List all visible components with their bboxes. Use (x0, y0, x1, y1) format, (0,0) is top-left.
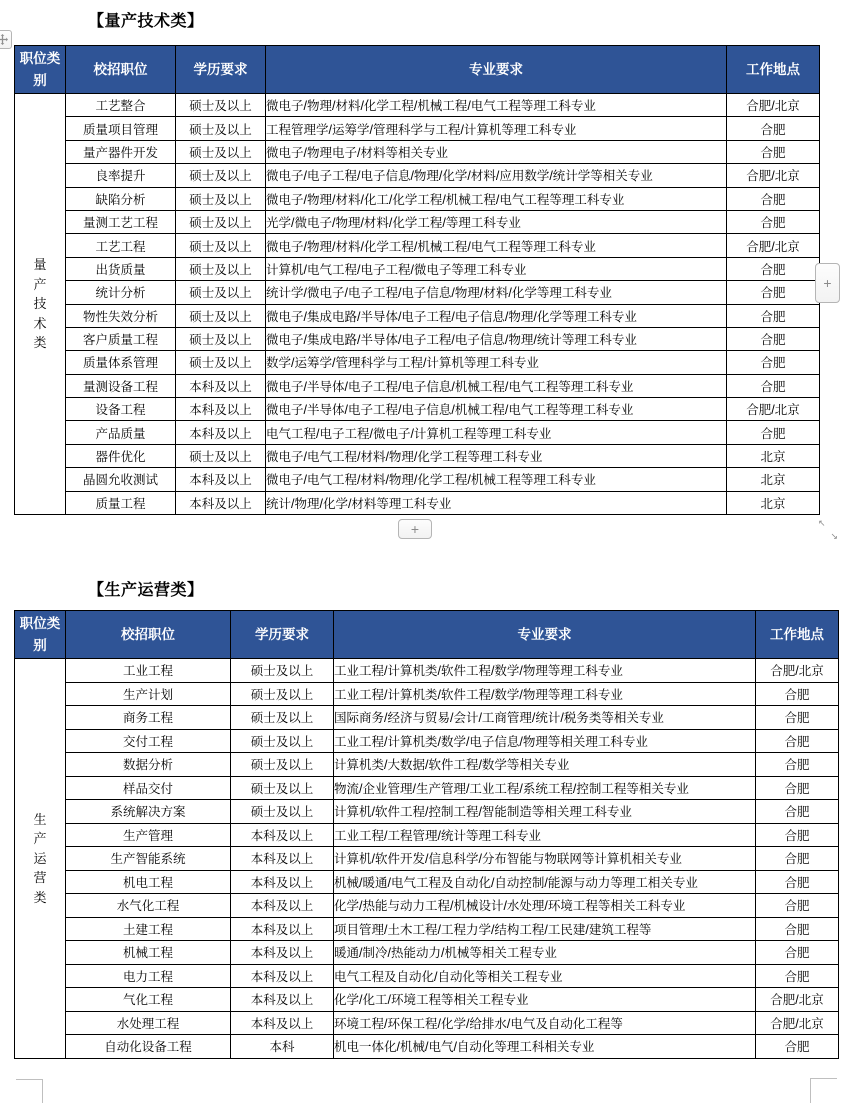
location-cell: 合肥/北京 (756, 1011, 839, 1035)
location-cell: 合肥 (756, 682, 839, 706)
major-cell: 光学/微电子/物理/材料/化学工程/等理工科专业 (266, 210, 727, 233)
table-move-handle[interactable] (0, 30, 12, 49)
education-cell: 硕士及以上 (176, 257, 266, 280)
major-cell: 微电子/集成电路/半导体/电子工程/电子信息/物理/化学等理工科专业 (266, 304, 727, 327)
table-row (15, 374, 820, 397)
position-cell: 工业工程 (66, 659, 231, 683)
education-cell: 本科及以上 (231, 964, 334, 988)
arrow-up-left-icon: ↖ (818, 518, 826, 528)
page-corner-mark-left (16, 1079, 43, 1103)
location-cell: 合肥 (756, 729, 839, 753)
major-cell: 微电子/物理/材料/化工/化学工程/机械工程/电气工程等理工科专业 (266, 187, 727, 210)
position-cell: 土建工程 (66, 917, 231, 941)
location-cell: 合肥 (727, 117, 820, 140)
location-cell: 合肥/北京 (727, 234, 820, 257)
education-cell: 硕士及以上 (176, 164, 266, 187)
location-cell: 合肥 (756, 800, 839, 824)
table-row (15, 94, 820, 117)
table-row (15, 491, 820, 514)
major-cell: 物流/企业管理/生产管理/工业工程/系统工程/控制工程等相关专业 (334, 776, 756, 800)
table-row (15, 187, 820, 210)
position-cell: 晶圆允收测试 (66, 468, 176, 491)
major-cell: 微电子/物理电子/材料等相关专业 (266, 140, 727, 163)
major-cell: 微电子/电子工程/电子信息/物理/化学/材料/应用数学/统计学等相关专业 (266, 164, 727, 187)
table-row (15, 210, 820, 233)
education-cell: 硕士及以上 (231, 800, 334, 824)
major-cell: 工业工程/计算机类/软件工程/数学/物理等理工科专业 (334, 659, 756, 683)
location-cell: 合肥 (756, 706, 839, 730)
major-cell: 微电子/物理/材料/化学工程/机械工程/电气工程等理工科专业 (266, 234, 727, 257)
position-cell: 水处理工程 (66, 1011, 231, 1035)
position-cell: 生产管理 (66, 823, 231, 847)
education-cell: 硕士及以上 (176, 281, 266, 304)
category-vertical-label: 量产技术类 (33, 257, 47, 351)
position-cell: 数据分析 (66, 753, 231, 777)
table-row (15, 327, 820, 350)
position-cell: 电力工程 (66, 964, 231, 988)
major-cell: 化学/化工/环境工程等相关工程专业 (334, 988, 756, 1012)
position-cell: 量测工艺工程 (66, 210, 176, 233)
table-row (15, 1035, 839, 1059)
position-cell: 器件优化 (66, 444, 176, 467)
position-cell: 自动化设备工程 (66, 1035, 231, 1059)
location-cell: 合肥 (756, 847, 839, 871)
major-cell: 工业工程/计算机类/数学/电子信息/物理等相关理工科专业 (334, 729, 756, 753)
major-cell: 项目管理/土木工程/工程力学/结构工程/工民建/建筑工程等 (334, 917, 756, 941)
education-cell: 硕士及以上 (176, 140, 266, 163)
major-cell: 统计学/微电子/电子工程/电子信息/物理/材料/化学等理工科专业 (266, 281, 727, 304)
location-cell: 合肥 (756, 964, 839, 988)
column-header-category: 职位类别 (15, 46, 66, 94)
major-cell: 计算机/电气工程/电子工程/微电子等理工科专业 (266, 257, 727, 280)
position-cell: 交付工程 (66, 729, 231, 753)
move-cross-icon (0, 34, 8, 45)
major-cell: 微电子/半导体/电子工程/电子信息/机械工程/电气工程等理工科专业 (266, 374, 727, 397)
education-cell: 本科及以上 (176, 421, 266, 444)
table-row (15, 468, 820, 491)
location-cell: 合肥 (727, 421, 820, 444)
location-cell: 北京 (727, 444, 820, 467)
table-row (15, 444, 820, 467)
education-cell: 硕士及以上 (176, 210, 266, 233)
education-cell: 硕士及以上 (176, 444, 266, 467)
table-production-operations (14, 610, 839, 1059)
table-row (15, 257, 820, 280)
major-cell: 机械/暖通/电气工程及自动化/自动控制/能源与动力等理工相关专业 (334, 870, 756, 894)
location-cell: 合肥/北京 (727, 94, 820, 117)
major-cell: 数学/运筹学/管理科学与工程/计算机等理工科专业 (266, 351, 727, 374)
column-header-major: 专业要求 (266, 46, 727, 94)
position-cell: 良率提升 (66, 164, 176, 187)
position-cell: 产品质量 (66, 421, 176, 444)
table-row (15, 823, 839, 847)
location-cell: 合肥 (756, 1035, 839, 1059)
major-cell: 统计/物理/化学/材料等理工科专业 (266, 491, 727, 514)
location-cell: 合肥 (727, 281, 820, 304)
education-cell: 本科及以上 (231, 917, 334, 941)
location-cell: 合肥/北京 (756, 988, 839, 1012)
position-cell: 工艺工程 (66, 234, 176, 257)
column-header-position: 校招职位 (66, 46, 176, 94)
education-cell: 本科及以上 (176, 468, 266, 491)
education-cell: 硕士及以上 (231, 729, 334, 753)
table-row (15, 164, 820, 187)
page-corner-mark-right (810, 1078, 837, 1103)
education-cell: 硕士及以上 (176, 234, 266, 257)
table-row (15, 234, 820, 257)
category-cell (15, 94, 66, 515)
position-cell: 质量体系管理 (66, 351, 176, 374)
position-cell: 气化工程 (66, 988, 231, 1012)
major-cell: 计算机/软件工程/控制工程/智能制造等相关理工科专业 (334, 800, 756, 824)
position-cell: 机械工程 (66, 941, 231, 965)
location-cell: 合肥 (727, 210, 820, 233)
table-row (15, 988, 839, 1012)
education-cell: 硕士及以上 (176, 304, 266, 327)
category-cell (15, 659, 66, 1059)
table-row (15, 351, 820, 374)
education-cell: 本科及以上 (231, 941, 334, 965)
position-cell: 质量项目管理 (66, 117, 176, 140)
location-cell: 合肥 (727, 257, 820, 280)
table-row (15, 729, 839, 753)
insert-column-button[interactable]: + (815, 263, 840, 303)
table-mass-production-tech (14, 45, 820, 515)
table-row (15, 682, 839, 706)
major-cell: 工程管理学/运筹学/管理科学与工程/计算机等理工科专业 (266, 117, 727, 140)
location-cell: 合肥 (727, 187, 820, 210)
location-cell: 合肥 (756, 823, 839, 847)
location-cell: 合肥 (727, 140, 820, 163)
major-cell: 微电子/半导体/电子工程/电子信息/机械工程/电气工程等理工科专业 (266, 398, 727, 421)
location-cell: 合肥 (756, 776, 839, 800)
column-header-major: 专业要求 (334, 611, 756, 659)
position-cell: 系统解决方案 (66, 800, 231, 824)
major-cell: 微电子/物理/材料/化学工程/机械工程/电气工程等理工科专业 (266, 94, 727, 117)
major-cell: 计算机/软件开发/信息科学/分布智能与物联网等计算机相关专业 (334, 847, 756, 871)
table-row (15, 706, 839, 730)
major-cell: 国际商务/经济与贸易/会计/工商管理/统计/税务类等相关专业 (334, 706, 756, 730)
column-header-category: 职位类别 (15, 611, 66, 659)
major-cell: 电气工程及自动化/自动化等相关工程专业 (334, 964, 756, 988)
major-cell: 工业工程/工程管理/统计等理工科专业 (334, 823, 756, 847)
position-cell: 设备工程 (66, 398, 176, 421)
education-cell: 硕士及以上 (176, 187, 266, 210)
major-cell: 微电子/电气工程/材料/物理/化学工程等理工科专业 (266, 444, 727, 467)
position-cell: 客户质量工程 (66, 327, 176, 350)
position-cell: 商务工程 (66, 706, 231, 730)
table-row (15, 421, 820, 444)
table-row (15, 140, 820, 163)
location-cell: 合肥 (756, 941, 839, 965)
position-cell: 生产智能系统 (66, 847, 231, 871)
location-cell: 合肥 (756, 870, 839, 894)
education-cell: 本科及以上 (231, 988, 334, 1012)
table-row (15, 659, 839, 683)
location-cell: 合肥 (727, 351, 820, 374)
table-row (15, 894, 839, 918)
section-title-mass-production-tech: 【量产技术类】 (88, 13, 204, 30)
education-cell: 本科 (231, 1035, 334, 1059)
education-cell: 本科及以上 (176, 398, 266, 421)
column-header-education: 学历要求 (176, 46, 266, 94)
table-row (15, 964, 839, 988)
table-row (15, 800, 839, 824)
table-row (15, 281, 820, 304)
header-row (15, 611, 839, 659)
table-row (15, 917, 839, 941)
position-cell: 质量工程 (66, 491, 176, 514)
position-cell: 缺陷分析 (66, 187, 176, 210)
major-cell: 化学/热能与动力工程/机械设计/水处理/环境工程等相关工科专业 (334, 894, 756, 918)
position-cell: 水气化工程 (66, 894, 231, 918)
education-cell: 本科及以上 (231, 870, 334, 894)
education-cell: 本科及以上 (176, 491, 266, 514)
position-cell: 生产计划 (66, 682, 231, 706)
major-cell: 微电子/电气工程/材料/物理/化学工程/机械工程等理工科专业 (266, 468, 727, 491)
position-cell: 统计分析 (66, 281, 176, 304)
table-row (15, 847, 839, 871)
table-row (15, 870, 839, 894)
header-row (15, 46, 820, 94)
location-cell: 北京 (727, 468, 820, 491)
education-cell: 硕士及以上 (231, 682, 334, 706)
table-row (15, 117, 820, 140)
position-cell: 量产器件开发 (66, 140, 176, 163)
education-cell: 硕士及以上 (231, 706, 334, 730)
table-row (15, 753, 839, 777)
table-row (15, 398, 820, 421)
education-cell: 本科及以上 (231, 1011, 334, 1035)
category-vertical-label: 生产运营类 (33, 811, 47, 905)
table-row (15, 941, 839, 965)
education-cell: 本科及以上 (231, 894, 334, 918)
location-cell: 合肥 (727, 327, 820, 350)
education-cell: 硕士及以上 (176, 327, 266, 350)
resize-table-handle[interactable] (818, 519, 838, 541)
location-cell: 合肥 (756, 753, 839, 777)
position-cell: 出货质量 (66, 257, 176, 280)
location-cell: 合肥 (756, 894, 839, 918)
education-cell: 硕士及以上 (231, 776, 334, 800)
table-row (15, 1011, 839, 1035)
location-cell: 合肥/北京 (727, 164, 820, 187)
section-title-production-operations: 【生产运营类】 (88, 582, 204, 599)
location-cell: 合肥 (756, 917, 839, 941)
column-header-position: 校招职位 (66, 611, 231, 659)
major-cell: 环境工程/环保工程/化学/给排水/电气及自动化工程等 (334, 1011, 756, 1035)
education-cell: 硕士及以上 (176, 117, 266, 140)
position-cell: 物性失效分析 (66, 304, 176, 327)
education-cell: 本科及以上 (176, 374, 266, 397)
education-cell: 本科及以上 (231, 847, 334, 871)
major-cell: 电气工程/电子工程/微电子/计算机工程等理工科专业 (266, 421, 727, 444)
major-cell: 微电子/集成电路/半导体/电子工程/电子信息/物理/统计等理工科专业 (266, 327, 727, 350)
table-row (15, 776, 839, 800)
location-cell: 合肥/北京 (727, 398, 820, 421)
major-cell: 计算机类/大数据/软件工程/数学等相关专业 (334, 753, 756, 777)
education-cell: 硕士及以上 (231, 659, 334, 683)
column-header-education: 学历要求 (231, 611, 334, 659)
location-cell: 合肥/北京 (756, 659, 839, 683)
position-cell: 工艺整合 (66, 94, 176, 117)
education-cell: 硕士及以上 (176, 94, 266, 117)
location-cell: 北京 (727, 491, 820, 514)
education-cell: 硕士及以上 (231, 753, 334, 777)
table-row (15, 304, 820, 327)
position-cell: 样品交付 (66, 776, 231, 800)
column-header-location: 工作地点 (756, 611, 839, 659)
position-cell: 量测设备工程 (66, 374, 176, 397)
column-header-location: 工作地点 (727, 46, 820, 94)
major-cell: 暖通/制冷/热能动力/机械等相关工程专业 (334, 941, 756, 965)
arrow-down-right-icon: ↘ (830, 531, 838, 541)
position-cell: 机电工程 (66, 870, 231, 894)
location-cell: 合肥 (727, 374, 820, 397)
location-cell: 合肥 (727, 304, 820, 327)
insert-row-button[interactable]: + (398, 519, 432, 539)
major-cell: 机电一体化/机械/电气/自动化等理工科相关专业 (334, 1035, 756, 1059)
education-cell: 硕士及以上 (176, 351, 266, 374)
major-cell: 工业工程/计算机类/软件工程/数学/物理等理工科专业 (334, 682, 756, 706)
education-cell: 本科及以上 (231, 823, 334, 847)
